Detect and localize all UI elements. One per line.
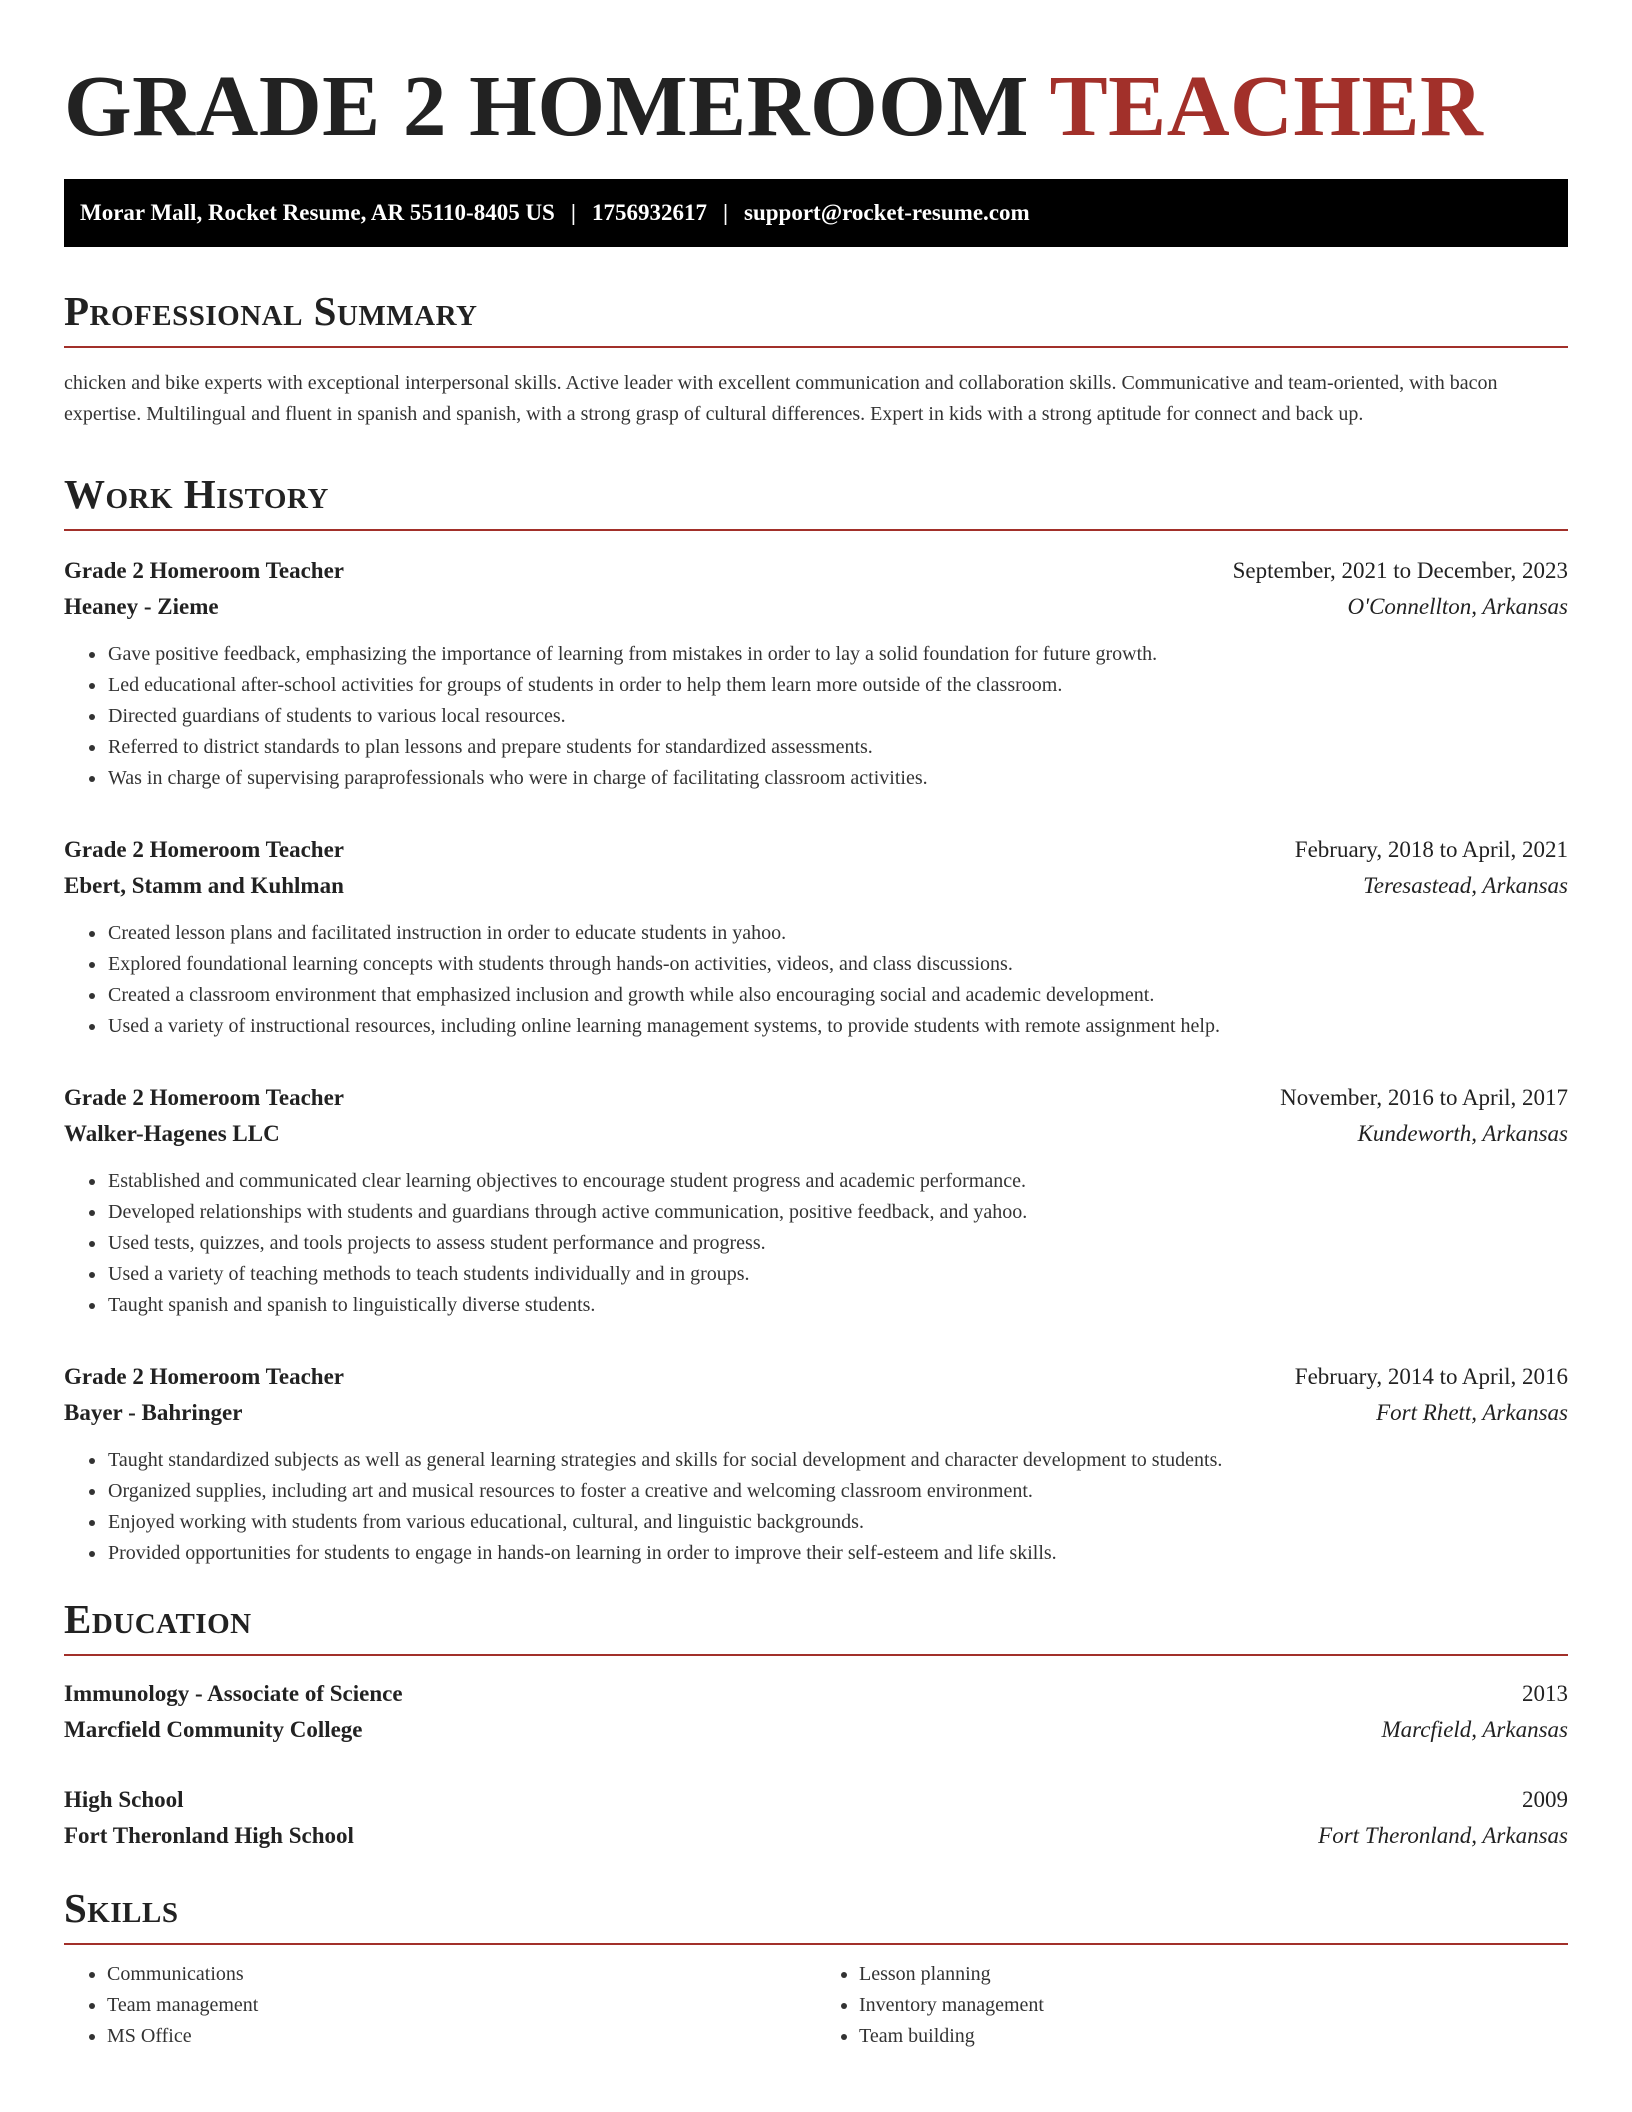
education-degree: High School bbox=[64, 1787, 184, 1812]
skill-item: • Team building bbox=[859, 2021, 1568, 2052]
education-school-row bbox=[64, 1818, 1568, 1854]
job-bullet: • Explored foundational learning concepts with students through hands-on activities, videos, and class discussions. bbox=[107, 949, 1568, 980]
job-header-row bbox=[64, 832, 1568, 868]
job-entry bbox=[64, 832, 1568, 1042]
job-header-row bbox=[64, 1359, 1568, 1395]
job-bullet: • Organized supplies, including art and musical resources to foster a creative and welcoming classroom environment. bbox=[107, 1476, 1568, 1507]
skill-item: • Communications bbox=[107, 1959, 816, 1990]
job-bullets bbox=[64, 1166, 1568, 1321]
job-company-row bbox=[64, 868, 1568, 904]
skill-item: • MS Office bbox=[107, 2021, 816, 2052]
work-history-section bbox=[64, 471, 1568, 1569]
education-entry bbox=[64, 1782, 1568, 1854]
skill-item: • Inventory management bbox=[859, 1990, 1568, 2021]
job-bullet: • Used tests, quizzes, and tools projects to assess student performance and progress. bbox=[107, 1228, 1568, 1259]
job-company-row bbox=[64, 1116, 1568, 1152]
education-entry bbox=[64, 1676, 1568, 1748]
job-location: O'Connellton, Arkansas bbox=[1347, 594, 1568, 619]
skills-list-left bbox=[64, 1959, 816, 2052]
job-bullet: • Enjoyed working with students from various educational, cultural, and linguistic backgrounds. bbox=[107, 1507, 1568, 1538]
job-title: Grade 2 Homeroom Teacher bbox=[64, 837, 344, 862]
job-title: Grade 2 Homeroom Teacher bbox=[64, 558, 344, 583]
section-heading: Work History bbox=[64, 474, 1568, 531]
summary-section bbox=[64, 288, 1568, 430]
job-location: Fort Rhett, Arkansas bbox=[1376, 1400, 1568, 1425]
job-bullet: • Taught standardized subjects as well as general learning strategies and skills for social development and character development to students. bbox=[107, 1445, 1568, 1476]
job-dates: February, 2018 to April, 2021 bbox=[1294, 837, 1568, 862]
job-company: Heaney - Zieme bbox=[64, 594, 219, 619]
contact-address: Morar Mall, Rocket Resume, AR 55110-8405 US bbox=[80, 200, 555, 225]
job-title: Grade 2 Homeroom Teacher bbox=[64, 1085, 344, 1110]
job-bullet: • Developed relationships with students and guardians through active communication, positive feedback, and yahoo. bbox=[107, 1197, 1568, 1228]
job-bullet: • Used a variety of instructional resources, including online learning management systems, to provide students with remote assignment help. bbox=[107, 1011, 1568, 1042]
skills-list-right bbox=[816, 1959, 1568, 2052]
education-location: Marcfield, Arkansas bbox=[1381, 1717, 1568, 1742]
job-bullet: • Used a variety of teaching methods to teach students individually and in groups. bbox=[107, 1259, 1568, 1290]
skills-section bbox=[64, 1885, 1568, 2052]
job-location: Kundeworth, Arkansas bbox=[1357, 1121, 1568, 1146]
job-dates: September, 2021 to December, 2023 bbox=[1232, 558, 1568, 583]
contact-phone: 1756932617 bbox=[591, 200, 707, 225]
resume-title bbox=[64, 52, 1568, 154]
skill-item: • Team management bbox=[107, 1990, 816, 2021]
summary-text: chicken and bike experts with exceptional interpersonal skills. Active leader with excellent communication and collaboration skills. Communicative and team-oriented, with bacon expertise. Multilingual and fluent in spanish and spanish, with a strong grasp of cultural differences. Expert in kids with a strong aptitude for connect and back up. bbox=[64, 372, 1498, 425]
job-header-row bbox=[64, 553, 1568, 589]
contact-separator: | bbox=[722, 200, 729, 225]
education-year: 2009 bbox=[1522, 1787, 1568, 1812]
education-section bbox=[64, 1596, 1568, 1854]
education-school: Fort Theronland High School bbox=[64, 1823, 354, 1848]
job-bullet: • Directed guardians of students to various local resources. bbox=[107, 701, 1568, 732]
job-bullet: • Created lesson plans and facilitated instruction in order to educate students in yahoo. bbox=[107, 918, 1568, 949]
education-header-row bbox=[64, 1676, 1568, 1712]
job-company-row bbox=[64, 589, 1568, 625]
section-heading: Professional Summary bbox=[64, 291, 1568, 348]
job-bullets bbox=[64, 1445, 1568, 1569]
job-bullet: • Taught spanish and spanish to linguistically diverse students. bbox=[107, 1290, 1568, 1321]
job-title: Grade 2 Homeroom Teacher bbox=[64, 1364, 344, 1389]
job-company: Bayer - Bahringer bbox=[64, 1400, 243, 1425]
contact-bar bbox=[64, 179, 1568, 247]
education-year: 2013 bbox=[1522, 1681, 1568, 1706]
job-bullets bbox=[64, 639, 1568, 794]
education-school-row bbox=[64, 1712, 1568, 1748]
job-bullet: • Was in charge of supervising paraprofessionals who were in charge of facilitating classroom activities. bbox=[107, 763, 1568, 794]
job-header-row bbox=[64, 1080, 1568, 1116]
job-bullet: • Provided opportunities for students to engage in hands-on learning in order to improve their self-esteem and life skills. bbox=[107, 1538, 1568, 1569]
section-heading: Education bbox=[64, 1599, 1568, 1656]
title-accent: TEACHER bbox=[1049, 57, 1484, 154]
job-bullet: • Created a classroom environment that emphasized inclusion and growth while also encouraging social and academic development. bbox=[107, 980, 1568, 1011]
skill-item: • Lesson planning bbox=[859, 1959, 1568, 1990]
job-bullets bbox=[64, 918, 1568, 1042]
education-school: Marcfield Community College bbox=[64, 1717, 363, 1742]
contact-separator: | bbox=[570, 200, 576, 225]
job-dates: November, 2016 to April, 2017 bbox=[1280, 1085, 1568, 1110]
job-dates: February, 2014 to April, 2016 bbox=[1294, 1364, 1568, 1389]
education-degree: Immunology - Associate of Science bbox=[64, 1681, 403, 1706]
education-header-row bbox=[64, 1782, 1568, 1818]
job-bullet: • Led educational after-school activities for groups of students in order to help them learn more outside of the classroom. bbox=[107, 670, 1568, 701]
title-main: GRADE 2 HOMEROOM bbox=[64, 57, 1050, 154]
section-heading: Skills bbox=[64, 1888, 1568, 1945]
education-location: Fort Theronland, Arkansas bbox=[1318, 1823, 1568, 1848]
skills-columns bbox=[64, 1959, 1568, 2052]
job-entry bbox=[64, 553, 1568, 794]
job-entry bbox=[64, 1080, 1568, 1321]
job-bullet: • Gave positive feedback, emphasizing the importance of learning from mistakes in order to lay a solid foundation for future growth. bbox=[107, 639, 1568, 670]
job-bullet: • Established and communicated clear learning objectives to encourage student progress and academic performance. bbox=[107, 1166, 1568, 1197]
job-entry bbox=[64, 1359, 1568, 1569]
job-company: Walker-Hagenes LLC bbox=[64, 1121, 280, 1146]
contact-email: support@rocket-resume.com bbox=[744, 200, 1030, 225]
job-company: Ebert, Stamm and Kuhlman bbox=[64, 873, 344, 898]
job-company-row bbox=[64, 1395, 1568, 1431]
job-bullet: • Referred to district standards to plan lessons and prepare students for standardized assessments. bbox=[107, 732, 1568, 763]
job-location: Teresastead, Arkansas bbox=[1363, 873, 1568, 898]
